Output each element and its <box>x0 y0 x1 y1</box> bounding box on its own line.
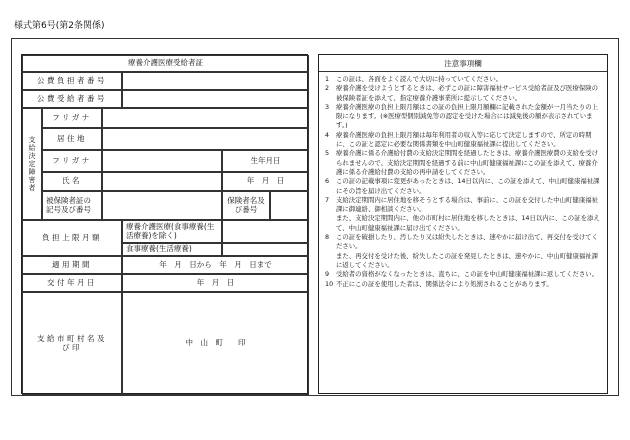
address-label: 居住地 <box>42 128 102 150</box>
payer-number-value <box>122 72 309 90</box>
insured-label: 被保険者証の記号及び番号 <box>42 191 102 220</box>
note-item: 7 支給決定期間内に居住地を移そうとする場合は、事前に、この証を交付した中山町健康福祉課に御連絡、御相談ください。 <box>325 195 599 214</box>
furigana2-value <box>102 150 222 172</box>
limit-label: 負担上限月額 <box>22 220 122 256</box>
note-item: また、支給決定期間内に、他の市町村に居住地を移したときは、14日以内に、この証を添えて、中山町健康福祉課に届け出てください。 <box>336 214 600 232</box>
note-item: 2 療養介護を受けようとするときは、必ずこの証に障害福祉サービス受給者証及び医療保険の被保険者証を添えて、指定療養介護事業所に提示してください。 <box>325 84 599 102</box>
note-item: 5 療養介護に係る介護給付費の支給決定期間を経過したときは、療養介護医療費の支給を受けられませんので、支給決定期間を経過する前に中山町健康福祉課にこの証を添えて、療養介護に係る介護給付費の支給の再申請をしてください。 <box>325 149 599 176</box>
recipient-number-value <box>122 90 309 108</box>
payer-number-label: 公費負担者番号 <box>22 72 122 90</box>
limit-sub1-value <box>222 220 309 243</box>
name-value <box>102 172 222 191</box>
recipient-number-label: 公費受給者番号 <box>22 90 122 108</box>
insurer-value <box>270 191 309 220</box>
certificate-sheet <box>11 38 619 396</box>
limit-sub2-value <box>222 243 309 256</box>
note-item: 4 療養介護医療の負担上限月額は毎年利用者の収入等に応じて決定しますので、所定の時期に、この証と認定に必要な関係書類を中山町健康福祉課に提出してください。 <box>325 130 592 149</box>
note-item: 10 不正にこの証を使用した者は、関係法令により処罰されることがあります。 <box>325 279 553 288</box>
recipient-group-text: 支給決定障害者 <box>28 136 37 192</box>
birth-date-value: 年 月 日 <box>222 172 309 191</box>
notes-title: 注意事項欄 <box>319 55 607 72</box>
certificate-panel <box>21 54 308 394</box>
note-item: 6 この証の記載事項に変更があったときは、14日以内に、この証を添えて、中山町健康福祉課にその旨を届け出てください。 <box>325 177 600 195</box>
note-item: また、再交付を受けた後、紛失したこの証を発見したときは、速やかに、中山町健康福祉課に返してください。 <box>336 251 599 269</box>
form-number: 様式第6号(第2条関係) <box>14 21 105 31</box>
period-label: 適用期間 <box>22 256 122 274</box>
furigana2-label: フリガナ <box>42 150 102 172</box>
note-item: 3 療養介護医療の負担上限月額はこの証の負担上限月額欄に記載された金額が一月当たりの上限になります。(※医療型個別減免等の認定を受けた場合には減免後の額が表示されています。) <box>325 102 599 130</box>
insured-value <box>102 191 222 220</box>
period-value: 年 月 日から 年 月 日まで <box>122 256 309 274</box>
note-item: 8 この証を破損したり、汚したり又は紛失したときは、速やかに届け出て、再交付を受けてください。 <box>325 233 598 251</box>
limit-sub2-label: 食事療養(生活療養) <box>122 243 222 256</box>
birth-label: 生年月日 <box>222 150 309 172</box>
limit-sub1-label: 療養介護医療(食事療養(生活療養)を除く) <box>122 220 222 243</box>
notes-list <box>325 75 601 289</box>
address-value <box>102 128 309 150</box>
issue-label: 交付年月日 <box>22 274 122 292</box>
notes-panel <box>318 54 608 394</box>
name-label: 氏名 <box>42 172 102 191</box>
insurer-label: 保険者名及び番号 <box>222 191 270 220</box>
municipality-seal: 中 山 町 印 <box>122 292 309 395</box>
issue-value: 年 月 日 <box>122 274 309 292</box>
note-item: 1 この証は、各面をよく読んで大切に持っていてください。 <box>325 75 503 83</box>
furigana-value <box>102 108 309 128</box>
note-item: 9 受給者の資格がなくなったときは、直ちに、この証を中山町健康福祉課に返してください。 <box>325 270 599 279</box>
municipality-label: 支給市町村名及び印 <box>22 292 122 395</box>
furigana-label: フリガナ <box>42 108 102 128</box>
recipient-group-label <box>22 108 42 220</box>
certificate-title: 療養介護医療受給者証 <box>22 55 309 72</box>
